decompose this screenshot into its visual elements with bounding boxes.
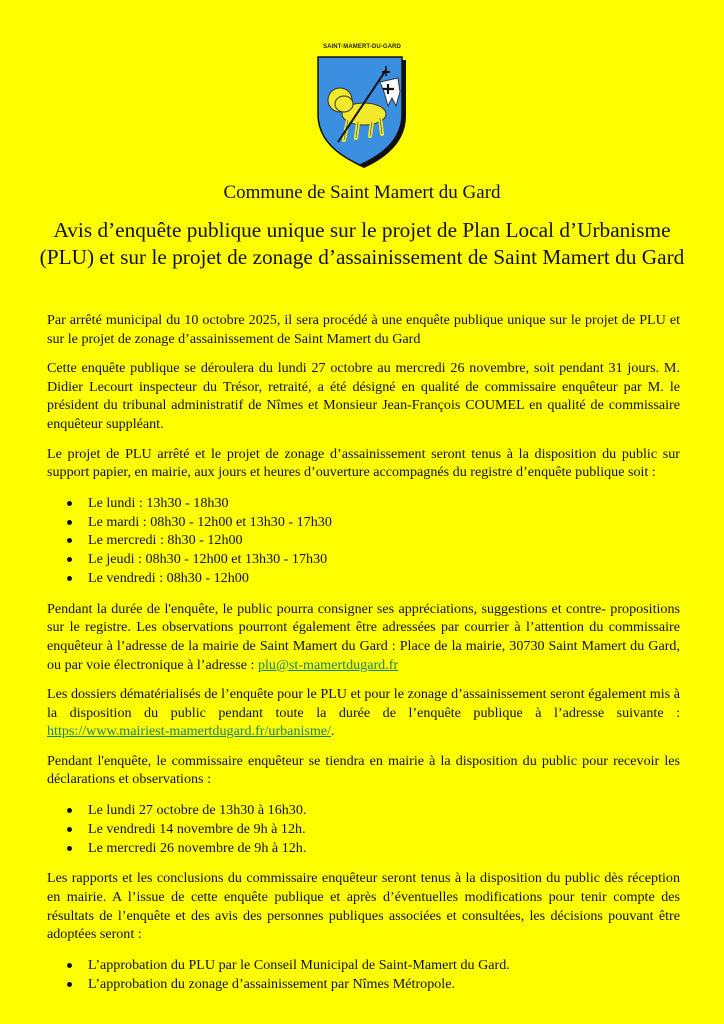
- opening-hours-list: [47, 494, 680, 588]
- bullet-icon: [67, 963, 72, 968]
- list-item: Le mercredi : 8h30 - 12h00: [47, 531, 680, 550]
- permanences-list: [47, 801, 680, 857]
- urbanisme-url-link[interactable]: https://www.mairiest-mamertdugard.fr/urbanisme/: [47, 723, 332, 740]
- list-item: Le mercredi 26 novembre de 9h à 12h.: [47, 839, 680, 858]
- notice-title: Avis d’enquête publique unique sur le projet de Plan Local d’Urbanisme (PLU) et sur le projet de zonage d’assainissement de Saint Mamert du Gard: [39, 218, 685, 269]
- paragraph-consultation: Le projet de PLU arrêté et le projet de zonage d’assainissement seront tenus à la disposition du public sur support papier, en mairie, aux jours et heures d’ouverture accompagnés du registre d’enquête publique soit :: [47, 445, 680, 481]
- list-item: Le jeudi : 08h30 - 12h00 et 13h30 - 17h30: [47, 550, 680, 569]
- coat-of-arms-logo: [302, 42, 422, 172]
- paragraph-permanences: Pendant l'enquête, le commissaire enquêteur se tiendra en mairie à la disposition du public pour recevoir les déclarations et observations :: [47, 752, 680, 788]
- list-item: L’approbation du zonage d’assainissement par Nîmes Métropole.: [47, 975, 680, 994]
- shield-icon: [314, 54, 410, 170]
- notice-body: [47, 311, 680, 993]
- paragraph-arrete: Par arrêté municipal du 10 octobre 2025, il sera procédé à une enquête publique unique sur le projet de PLU et sur le projet de zonage d’assainissement de Saint Mamert du Gard: [47, 312, 680, 347]
- list-item: Le vendredi 14 novembre de 9h à 12h.: [47, 820, 680, 839]
- decisions-list: [47, 956, 680, 994]
- list-item: Le vendredi : 08h30 - 12h00: [47, 569, 680, 588]
- bullet-icon: [67, 982, 72, 987]
- paragraph-online-files: Les dossiers dématérialisés de l’enquête pour le PLU et pour le zonage d’assainissement seront également mis à la disposition du public pendant toute la durée de l’enquête publique à l’adresse suivante : https://www.mairiest-mamertdugard.fr/urbanisme/.: [47, 686, 680, 740]
- bullet-icon: [67, 827, 72, 832]
- list-item: Le lundi : 13h30 - 18h30: [47, 494, 680, 513]
- bullet-icon: [67, 576, 72, 581]
- bullet-icon: [67, 501, 72, 506]
- paragraph-conclusions: Les rapports et les conclusions du commissaire enquêteur seront tenus à la disposition du public dès réception en mairie. A l’issue de cette enquête publique et après d’éventuelles modifications pour tenir compte des résultats de l’enquête et des avis des personnes publiques associées et consultées, les décisions pouvant être adoptées seront :: [47, 870, 680, 943]
- logo-label: SAINT-MAMERT-DU-GARD: [323, 44, 401, 50]
- bullet-icon: [67, 538, 72, 543]
- paragraph-dates: Cette enquête publique se déroulera du lundi 27 octobre au mercredi 26 novembre, soit pendant 31 jours. M. Didier Lecourt inspecteur du Trésor, retraité, a été désigné en qualité de commissaire enquêteur par M. le président du tribunal administratif de Nîmes et Monsieur Jean-François COUMEL en qualité de commissaire enquêteur suppléant.: [47, 360, 680, 432]
- bullet-icon: [67, 846, 72, 851]
- commune-name: Commune de Saint Mamert du Gard: [223, 182, 501, 203]
- paragraph-observations: Pendant la durée de l'enquête, le public pourra consigner ses appréciations, suggestions et contre- propositions sur le registre. Les observations pourront également être adressées par courrier à l’attention du commissaire enquêteur à l’adresse de la mairie de Saint Mamert du Gard : Place de la mairie, 30730 Saint Mamert du Gard, ou par voie électronique à l’adresse : plu@st-mamertdugard.fr: [47, 600, 680, 673]
- email-link[interactable]: plu@st-mamertdugard.fr: [257, 656, 399, 673]
- list-item: Le lundi 27 octobre de 13h30 à 16h30.: [47, 801, 680, 820]
- list-item: Le mardi : 08h30 - 12h00 et 13h30 - 17h30: [47, 513, 680, 532]
- list-item: L’approbation du PLU par le Conseil Municipal de Saint-Mamert du Gard.: [47, 956, 680, 975]
- bullet-icon: [67, 557, 72, 562]
- bullet-icon: [67, 808, 72, 813]
- bullet-icon: [67, 520, 72, 525]
